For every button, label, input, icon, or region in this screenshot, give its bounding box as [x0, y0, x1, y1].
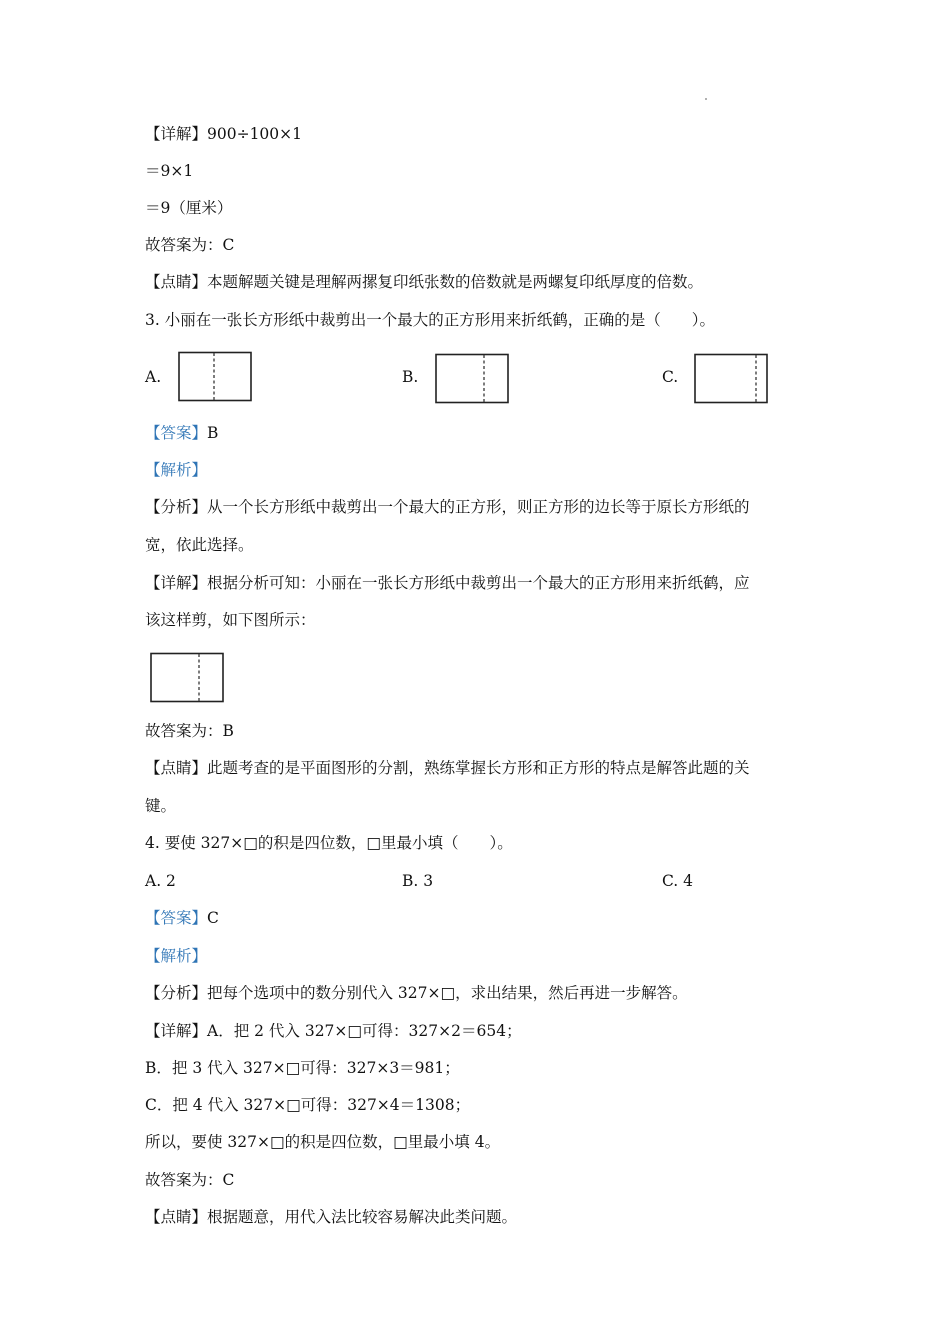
- stray-dot: [705, 98, 707, 100]
- q3-comment-2: 键。: [145, 797, 177, 815]
- q3-answer: B: [207, 424, 219, 442]
- q3-detail-2: 该这样剪，如下图所示：: [145, 611, 316, 629]
- q3-question: 3. 小丽在一张长方形纸中裁剪出一个最大的正方形用来折纸鹤，正确的是（ ）。: [145, 311, 715, 329]
- q3-analysis-tag: 【解析】: [145, 461, 208, 479]
- q3-option-c-label: C.: [662, 368, 679, 386]
- q3-option-c-figure: [692, 352, 770, 406]
- q2-detail: 【详解】900÷100×1: [145, 125, 303, 143]
- q3-analysis-1: 【分析】从一个长方形纸中裁剪出一个最大的正方形，则正方形的边长等于原长方形纸的: [145, 498, 750, 516]
- q4-answer: C: [207, 909, 219, 927]
- q4-option-a: A. 2: [145, 872, 176, 890]
- q2-answer-line: 故答案为：C: [145, 236, 235, 254]
- q3-answer-line: 故答案为：B: [145, 722, 234, 740]
- q3-answer-tag: 【答案】: [145, 424, 208, 442]
- q2-step2: ＝9（厘米）: [145, 199, 233, 217]
- q3-option-a-label: A.: [145, 368, 162, 386]
- q4-answer-row: [145, 908, 219, 928]
- q4-detail-a: 【详解】A．把 2 代入 327×□可得：327×2＝654；: [145, 1022, 522, 1040]
- q4-detail-c: C．把 4 代入 327×□可得：327×4＝1308；: [145, 1096, 471, 1114]
- q2-step1: ＝9×1: [145, 162, 194, 180]
- q4-option-c: C. 4: [662, 872, 694, 890]
- q3-option-b-label: B.: [402, 368, 419, 386]
- q4-question: 4. 要使 327×□的积是四位数，□里最小填（ ）。: [145, 834, 513, 852]
- q4-analysis-tag: 【解析】: [145, 947, 208, 965]
- q3-option-b-figure: [433, 352, 511, 406]
- q4-conclusion: 所以，要使 327×□的积是四位数，□里最小填 4。: [145, 1133, 501, 1151]
- q2-comment: 【点睛】本题解题关键是理解两摞复印纸张数的倍数就是两螺复印纸厚度的倍数。: [145, 273, 704, 291]
- q3-analysis-2: 宽，依此选择。: [145, 536, 254, 554]
- q3-detail-1: 【详解】根据分析可知：小丽在一张长方形纸中裁剪出一个最大的正方形用来折纸鹤，应: [145, 574, 750, 592]
- q3-comment-1: 【点睛】此题考查的是平面图形的分割，熟练掌握长方形和正方形的特点是解答此题的关: [145, 759, 750, 777]
- q4-detail-b: B．把 3 代入 327×□可得：327×3＝981；: [145, 1059, 460, 1077]
- q4-answer-tag: 【答案】: [145, 909, 208, 927]
- q4-answer-line: 故答案为：C: [145, 1171, 235, 1189]
- q4-analysis: 【分析】把每个选项中的数分别代入 327×□，求出结果，然后再进一步解答。: [145, 984, 688, 1002]
- q3-solution-figure: [148, 651, 226, 705]
- q4-comment: 【点睛】根据题意，用代入法比较容易解决此类问题。: [145, 1208, 518, 1226]
- q3-option-a-figure: [176, 350, 254, 404]
- q4-option-b: B. 3: [402, 872, 434, 890]
- q3-answer-row: [145, 423, 218, 443]
